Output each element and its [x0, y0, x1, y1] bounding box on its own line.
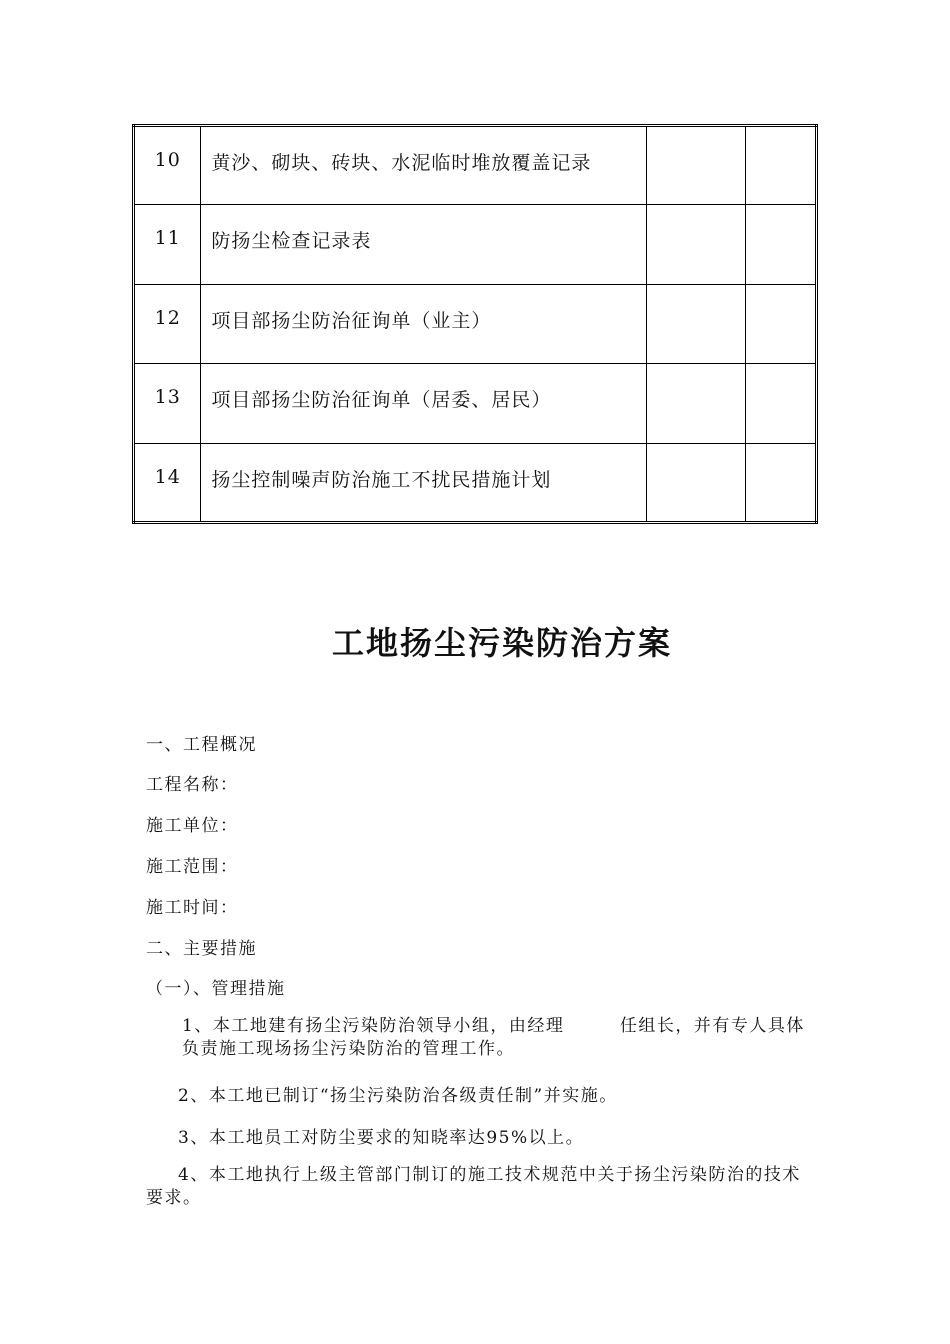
subsection-heading-management: （一）、管理措施	[146, 979, 286, 999]
row-cell-empty	[646, 205, 746, 284]
section-heading-overview: 一、工程概况	[146, 735, 257, 755]
row-number: 12	[134, 284, 201, 363]
row-name: 黄沙、砌块、砖块、水泥临时堆放覆盖记录	[201, 126, 646, 205]
table-row	[134, 443, 817, 522]
table-row	[134, 205, 817, 284]
table-row	[134, 126, 817, 205]
measure-item-3: 3、本工地员工对防尘要求的知晓率达95%以上。	[178, 1128, 585, 1148]
row-cell-empty	[646, 364, 746, 443]
measure-item-1: 1、本工地建有扬尘污染防治领导小组，由经理 任组长，并有专人具体负责施工现场扬尘污染防治的管理工作。	[182, 1016, 805, 1059]
row-cell-empty	[646, 126, 746, 205]
row-cell-empty	[746, 126, 817, 205]
measure-item-2: 2、本工地已制订“扬尘污染防治各级责任制”并实施。	[178, 1086, 618, 1106]
row-number: 10	[134, 126, 201, 205]
row-name: 防扬尘检查记录表	[201, 205, 646, 284]
table-row	[134, 364, 817, 443]
row-number: 11	[134, 205, 201, 284]
row-number: 13	[134, 364, 201, 443]
row-number: 14	[134, 443, 201, 522]
row-name: 项目部扬尘防治征询单（居委、居民）	[201, 364, 646, 443]
document-title: 工地扬尘污染防治方案	[331, 624, 672, 662]
measure-item-4: 4、本工地执行上级主管部门制订的施工技术规范中关于扬尘污染防治的技术要求。	[146, 1165, 801, 1208]
row-cell-empty	[646, 443, 746, 522]
project-name-label: 工程名称：	[146, 775, 239, 795]
row-cell-empty	[746, 364, 817, 443]
row-cell-empty	[746, 205, 817, 284]
row-cell-empty	[746, 443, 817, 522]
row-name: 项目部扬尘防治征询单（业主）	[201, 284, 646, 363]
period-label: 施工时间：	[146, 898, 239, 918]
contractor-label: 施工单位：	[146, 816, 239, 836]
row-cell-empty	[746, 284, 817, 363]
row-cell-empty	[646, 284, 746, 363]
table-row	[134, 284, 817, 363]
row-name: 扬尘控制噪声防治施工不扰民措施计划	[201, 443, 646, 522]
section-heading-measures: 二、主要措施	[146, 939, 257, 959]
scope-label: 施工范围：	[146, 857, 239, 877]
records-table	[132, 124, 818, 524]
